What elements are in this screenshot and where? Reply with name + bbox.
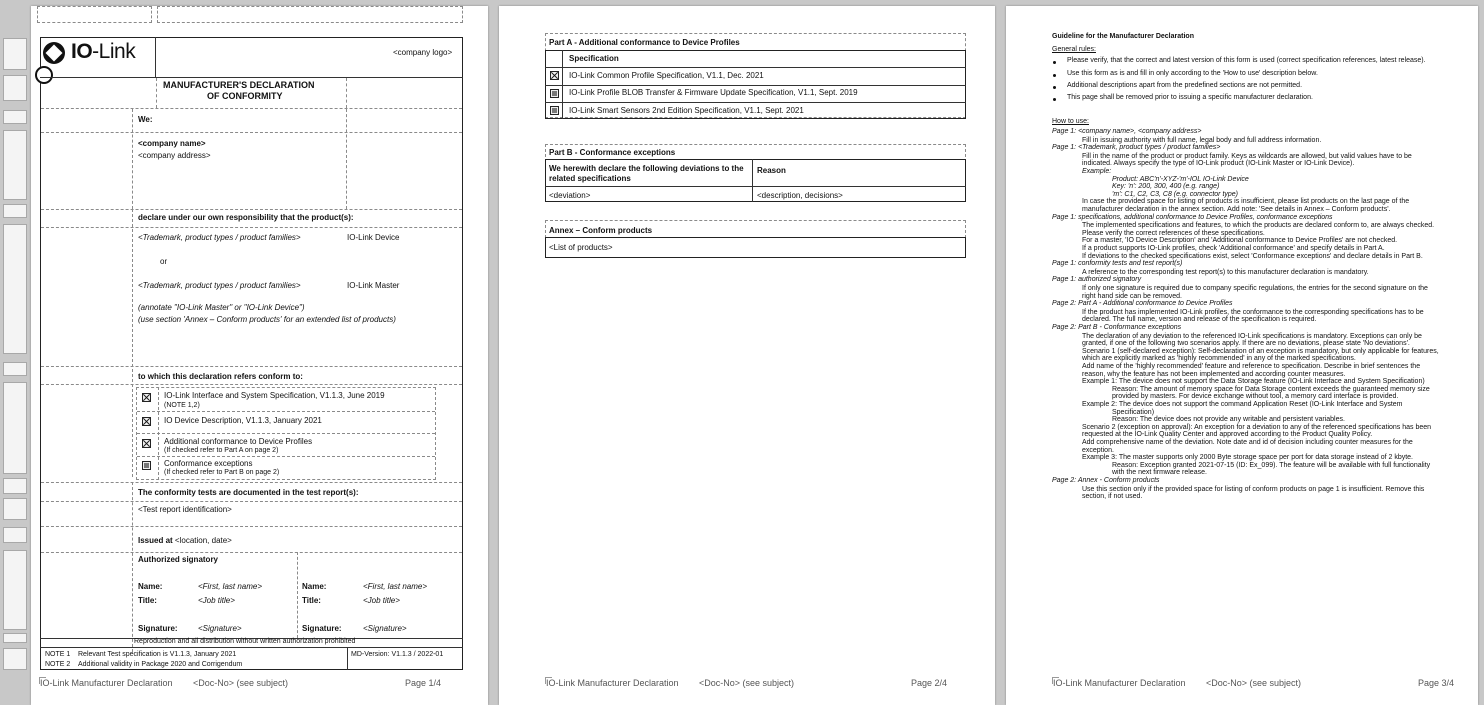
how-to-use-heading: How to use: bbox=[1052, 118, 1089, 125]
spec-checkbox[interactable] bbox=[142, 393, 151, 402]
guideline-paragraph-line: indicated. Always specify the type of IO-Link product (IO-Link Master or IO-Link Device). bbox=[1082, 160, 1355, 168]
io-link-logo-icon bbox=[43, 42, 65, 64]
name-field-2[interactable]: <First, last name> bbox=[363, 582, 428, 591]
guideline-example-line: with the next firmware release. bbox=[1112, 469, 1207, 477]
issued-place-field[interactable]: <location, date> bbox=[174, 536, 232, 545]
footer-doc-no: <Doc-No> (see subject) bbox=[193, 678, 289, 688]
guideline-example-line: Key: 'n': 200, 300, 400 (e.g. range) bbox=[1112, 183, 1220, 191]
spec-note: (If checked refer to Part A on page 2) bbox=[164, 447, 279, 454]
title-label: Title: bbox=[138, 596, 157, 605]
annex-title: Annex – Conform products bbox=[549, 226, 653, 235]
page-thumbnail[interactable] bbox=[3, 550, 27, 630]
part-a-spec: IO-Link Profile BLOB Transfer & Firmware Update Specification, V1.1, Sept. 2019 bbox=[569, 88, 858, 97]
page-title-line2: OF CONFORMITY bbox=[207, 91, 283, 101]
page-thumbnail[interactable] bbox=[3, 75, 27, 101]
tests-heading: The conformity tests are documented in the test report(s): bbox=[138, 488, 359, 497]
signature-field-2[interactable]: <Signature> bbox=[363, 624, 407, 633]
guideline-paragraph-line: exception. bbox=[1082, 446, 1114, 454]
guideline-paragraph-line: reason, why the feature has not been implemented and according counter measures. bbox=[1082, 370, 1346, 378]
io-link-logo bbox=[71, 40, 135, 64]
reproduction-notice: Reproduction and all distribution without written authorization prohibited bbox=[134, 638, 356, 645]
guideline-paragraph-line: In case the provided space for listing of products is insufficient, please list products on the last page of the bbox=[1082, 198, 1410, 206]
md-version: MD-Version: V1.1.3 / 2022-01 bbox=[351, 651, 444, 658]
rule-item: Please verify, that the correct and latest version of this form is used (correct specification references, latest release). bbox=[1067, 57, 1426, 64]
spec-label: IO Device Description, V1.1.3, January 2021 bbox=[164, 416, 322, 425]
logo-text-light: -Link bbox=[92, 40, 136, 63]
note1-label: NOTE 1 bbox=[45, 651, 71, 658]
guideline-paragraph-line: For a master, 'IO Device Description' and 'Additional conformance to Device Profiles' are not checked. bbox=[1082, 237, 1398, 245]
document-page-1 bbox=[31, 6, 488, 705]
part-b-declare-line: We herewith declare the following deviations to the related specifications bbox=[549, 164, 744, 183]
guideline-paragraph-line: Fill in issuing authority with full name, legal body and full address information. bbox=[1082, 136, 1322, 144]
page-thumbnail[interactable] bbox=[3, 204, 27, 218]
we-label: We: bbox=[138, 115, 153, 124]
guideline-paragraph-line: If the product has implemented IO-Link profiles, the conformance to the corresponding specifications has to be bbox=[1082, 308, 1424, 316]
reason-header: Reason bbox=[757, 166, 786, 175]
declare-heading: declare under our own responsibility that the product(s): bbox=[138, 213, 354, 222]
document-page-3 bbox=[1006, 6, 1478, 705]
footer-left: IO-Link Manufacturer Declaration bbox=[40, 678, 173, 688]
specification-header: Specification bbox=[569, 54, 619, 63]
guideline-paragraph-line: Example 1: The device does not support the Data Storage feature (IO-Link Interface and System Specification) bbox=[1082, 378, 1425, 386]
guideline-paragraph-line: Scenario 1 (self-declared exception): Self-declaration of an exception is mandatory, but only applicable for features, bbox=[1082, 347, 1439, 355]
logo-text-bold: IO bbox=[71, 40, 93, 63]
spec-note: (If checked refer to Part B on page 2) bbox=[164, 469, 280, 476]
guideline-paragraph-line: The implemented specifications and features, to which the products are declared conform to, are always checked. bbox=[1082, 222, 1435, 230]
guideline-section-heading: Page 1: specifications, additional conformance to Device Profiles, conformance exceptions bbox=[1052, 213, 1333, 221]
guideline-example-line: Reason: The device does not provide any writable and persistent variables. bbox=[1112, 416, 1345, 424]
io-link-device-label: IO-Link Device bbox=[347, 233, 400, 242]
page-thumbnail[interactable] bbox=[3, 224, 27, 354]
spec-note: (NOTE 1,2) bbox=[164, 402, 200, 409]
spec-label: Additional conformance to Device Profiles bbox=[164, 437, 313, 446]
part-a-spec: IO-Link Smart Sensors 2nd Edition Specification, V1.1, Sept. 2021 bbox=[569, 106, 804, 115]
footer-doc-no: <Doc-No> (see subject) bbox=[1206, 678, 1302, 688]
spec-checkbox[interactable] bbox=[142, 461, 151, 470]
header-field bbox=[157, 6, 463, 23]
conform-to-heading: to which this declaration refers conform to: bbox=[138, 372, 303, 381]
guideline-title: Guideline for the Manufacturer Declaration bbox=[1052, 33, 1194, 40]
spec-checkbox[interactable] bbox=[142, 417, 151, 426]
guideline-paragraph-line: Example 2: The device does not support the command Application Reset (IO-Link Interface and System bbox=[1082, 401, 1403, 408]
guideline-section-heading: Page 2: Part A - Additional conformance to Device Profiles bbox=[1052, 300, 1233, 308]
page-thumbnail[interactable] bbox=[3, 527, 27, 543]
use-section-hint: (use section 'Annex – Conform products' for an extended list of products) bbox=[138, 315, 396, 324]
guideline-example-line: Reason: The amount of memory space for Data Storage content exceeds the guaranteed memory size bbox=[1112, 385, 1430, 393]
part-b-title: Part B - Conformance exceptions bbox=[549, 148, 676, 157]
guideline-paragraph-line: Use this section only if the provided space for listing of conform products on page 1 is insufficient. Remove this bbox=[1082, 485, 1425, 493]
title-field-2[interactable]: <Job title> bbox=[363, 596, 400, 605]
spec-label: Conformance exceptions bbox=[164, 459, 253, 468]
rule-item: This page shall be removed prior to issuing a specific manufacturer declaration. bbox=[1067, 94, 1313, 101]
guideline-paragraph-line: Scenario 2 (exception on approval): An exception for a deviation to any of the referenced specifications has been bbox=[1082, 423, 1432, 431]
page-title-line1: MANUFACTURER'S DECLARATION bbox=[163, 80, 315, 90]
guideline-paragraph-line: Please verify the correct references of these specifications. bbox=[1082, 229, 1265, 237]
company-address-field[interactable]: <company address> bbox=[138, 151, 211, 160]
page-thumbnail[interactable] bbox=[3, 110, 27, 124]
document-page-2 bbox=[499, 6, 995, 705]
title-label-2: Title: bbox=[302, 596, 321, 605]
list-products-field[interactable]: <List of products> bbox=[549, 243, 613, 252]
guideline-paragraph-line: If only one signature is required due to company specific regulations, the entries for the second signature on the bbox=[1082, 285, 1428, 292]
guideline-paragraph-line: The declaration of any deviation to the referenced IO-Link specifications is mandatory. Exceptions can only be bbox=[1082, 332, 1422, 340]
general-rules-heading: General rules: bbox=[1052, 46, 1096, 53]
guideline-paragraph-line: Add comprehensive name of the deviation. Note date and id of decision including counter measures for the bbox=[1082, 439, 1413, 446]
guideline-example-line: Specification) bbox=[1112, 408, 1155, 416]
part-a-checkbox[interactable] bbox=[550, 89, 559, 98]
note2-label: NOTE 2 bbox=[45, 661, 71, 668]
page-thumbnail[interactable] bbox=[3, 362, 27, 376]
signature-label-2: Signature: bbox=[302, 624, 342, 633]
authorized-signatory-heading: Authorized signatory bbox=[138, 555, 219, 564]
guideline-example-line: Product: ABC'n'-XYZ-'m'-IOL IO-Link Device bbox=[1112, 175, 1249, 183]
product-field-1[interactable]: <Trademark, product types / product families> bbox=[138, 233, 301, 242]
guideline-paragraph-line: If a product supports IO-Link profiles, check 'Additional conformance' and specify details in Part A. bbox=[1082, 245, 1385, 252]
guideline-section-heading: Page 2: Annex - Conform products bbox=[1052, 477, 1160, 484]
guideline-paragraph-line: A reference to the corresponding test report(s) to this manufacturer declaration is mandatory. bbox=[1082, 268, 1369, 276]
page-thumbnail[interactable] bbox=[3, 130, 27, 200]
company-logo-placeholder[interactable]: <company logo> bbox=[393, 48, 453, 57]
guideline-paragraph-line: which are explicitly marked as 'highly recommended' in any of the marked specifications. bbox=[1082, 355, 1356, 363]
test-report-field[interactable]: <Test report identification> bbox=[138, 505, 232, 514]
guideline-paragraph-line: Fill in the name of the product or product family. Keys as wildcards are allowed, but valid values have to be bbox=[1082, 152, 1412, 160]
guideline-section-heading: Page 2: Part B - Conformance exceptions bbox=[1052, 324, 1182, 331]
footer-left: IO-Link Manufacturer Declaration bbox=[1053, 678, 1186, 688]
guideline-paragraph-line: Add name of the 'highly recommended' feature and reference to specification. Describe in brief sentences the bbox=[1082, 363, 1421, 370]
footer-page-number: Page 3/4 bbox=[1418, 678, 1455, 688]
part-a-checkbox[interactable] bbox=[550, 106, 559, 115]
footer-page-number: Page 1/4 bbox=[405, 678, 442, 688]
rule-item: Use this form as is and fill in only according to the 'How to use' description below. bbox=[1067, 70, 1318, 77]
page-thumbnail-strip bbox=[0, 0, 28, 705]
guideline-paragraph-line: granted, if one of the following two scenarios apply. If there are no deviations, please state 'No deviations'. bbox=[1082, 340, 1410, 348]
footer-page-number: Page 2/4 bbox=[911, 678, 948, 688]
page-thumbnail[interactable] bbox=[3, 478, 27, 494]
guideline-example-line: 'm': C1, C2, C3, C8 (e.g. connector type) bbox=[1112, 190, 1238, 198]
footer-left: IO-Link Manufacturer Declaration bbox=[546, 678, 679, 688]
guideline-paragraph-line: manufacturer declaration in the annex section. Add note: 'See details in Annex – Conform products'. bbox=[1082, 206, 1391, 213]
header-field bbox=[37, 6, 152, 23]
spec-checkbox[interactable] bbox=[142, 439, 151, 448]
guideline-paragraph-line: declared. The full name, version and release of the specification is required. bbox=[1082, 316, 1317, 324]
product-field-2[interactable]: <Trademark, product types / product families> bbox=[138, 281, 301, 290]
guideline-section-heading: Page 1: <company name>, <company address> bbox=[1052, 128, 1202, 135]
description-field[interactable]: <description, decisions> bbox=[757, 191, 843, 200]
annotate-hint: (annotate "IO-Link Master" or "IO-Link Device") bbox=[138, 303, 305, 312]
guideline-paragraph-line: If deviations to the checked specifications exist, select 'Conformance exceptions' and declare details in Part B. bbox=[1082, 252, 1423, 260]
page-thumbnail[interactable] bbox=[3, 648, 27, 670]
signature-label: Signature: bbox=[138, 624, 178, 633]
cursor-circle-icon bbox=[35, 66, 53, 84]
name-field[interactable]: <First, last name> bbox=[198, 582, 263, 591]
guideline-example-line: Reason: Exception granted 2021-07-15 (ID: Ex_099). The feature will be available with full functionality bbox=[1112, 461, 1431, 469]
guideline-paragraph-line: right hand side can be removed. bbox=[1082, 292, 1183, 300]
guideline-paragraph-line: section, if not used. bbox=[1082, 493, 1143, 501]
footer-doc-no: <Doc-No> (see subject) bbox=[699, 678, 795, 688]
signature-field[interactable]: <Signature> bbox=[198, 624, 242, 633]
guideline-example-label: Example: bbox=[1082, 168, 1112, 175]
deviation-field[interactable]: <deviation> bbox=[549, 191, 591, 200]
guideline-section-heading: Page 1: <Trademark, product types / product families> bbox=[1052, 144, 1221, 152]
name-label: Name: bbox=[138, 582, 163, 591]
or-label: or bbox=[160, 257, 168, 266]
spec-label: IO-Link Interface and System Specification, V1.1.3, June 2019 bbox=[164, 391, 385, 400]
name-label-2: Name: bbox=[302, 582, 327, 591]
guideline-section-heading: Page 1: authorized signatory bbox=[1052, 276, 1142, 284]
title-field[interactable]: <Job title> bbox=[198, 596, 235, 605]
io-link-master-label: IO-Link Master bbox=[347, 281, 400, 290]
guideline-example-line: provided by masters. For device exchange without tool, a memory card interface is provided. bbox=[1112, 393, 1399, 401]
part-a-checkbox[interactable] bbox=[550, 71, 559, 80]
issued-at-label: Issued at bbox=[138, 536, 173, 545]
issued-at bbox=[138, 536, 232, 545]
part-a-spec: IO-Link Common Profile Specification, V1.1, Dec. 2021 bbox=[569, 71, 764, 80]
page-thumbnail[interactable] bbox=[3, 498, 27, 520]
page-thumbnail[interactable] bbox=[3, 382, 27, 474]
company-name-field[interactable]: <company name> bbox=[138, 139, 206, 148]
rule-item: Additional descriptions apart from the predefined sections are not permitted. bbox=[1067, 82, 1303, 89]
guideline-paragraph-line: Example 3: The master supports only 2000 Byte storage space per port for data storage instead of 2 kbyte. bbox=[1082, 454, 1414, 462]
guideline-section-heading: Page 1: conformity tests and test report(s) bbox=[1052, 260, 1183, 268]
note1-text: Relevant Test specification is V1.1.3, January 2021 bbox=[78, 651, 237, 658]
page-thumbnail[interactable] bbox=[3, 633, 27, 643]
note2-text: Additional validity in Package 2020 and Corrigendum bbox=[78, 661, 243, 668]
part-a-title: Part A - Additional conformance to Device Profiles bbox=[549, 38, 740, 47]
page-thumbnail[interactable] bbox=[3, 38, 27, 70]
guideline-paragraph-line: requested at the IO-Link Quality Center and approved according to the Product Quality Policy. bbox=[1082, 431, 1373, 439]
